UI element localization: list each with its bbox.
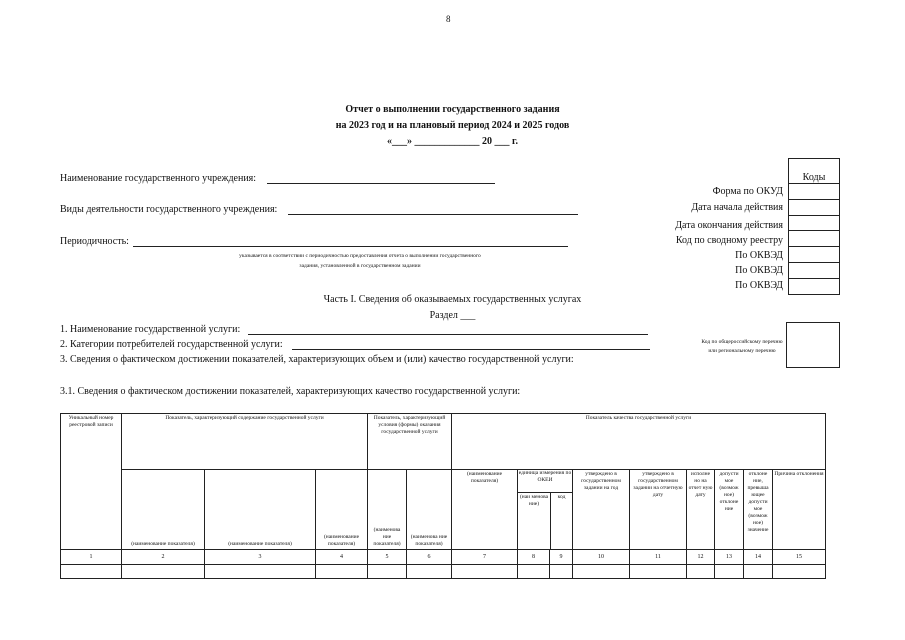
activity-types-label: Виды деятельности государственного учреждения: (60, 204, 278, 215)
th-quality-name: (наименование показателя) (452, 470, 518, 550)
activity-types-line (288, 214, 578, 215)
report-title-date: «___» _____________ 20 ___ г. (387, 136, 518, 147)
th-conditions: Показатель, характеризующий условия (формы) оказания государственной услуги (368, 414, 452, 470)
code-cell-okved-2 (789, 262, 840, 278)
col-num-13: 13 (715, 550, 744, 565)
table-row (61, 565, 826, 579)
th-conditions-ind-2: (наименова ние показателя) (407, 470, 452, 550)
col-num-15: 15 (773, 550, 826, 565)
codes-header: Коды (789, 159, 840, 184)
service-name-label: 1. Наименование государственной услуги: (60, 324, 241, 335)
col-num-1: 1 (61, 550, 122, 565)
periodicity-note-2: задания, установленной в государственном задании (299, 263, 421, 269)
col-num-10: 10 (573, 550, 630, 565)
th-quality: Показатель качества государственной услуги (452, 414, 826, 470)
th-approved-year: утверждено в государственном задании на год (573, 470, 630, 550)
codes-label-okved-1: По ОКВЭД (735, 250, 783, 261)
page-number: 8 (446, 14, 451, 24)
codes-label-end: Дата окончания действия (675, 220, 783, 231)
col-num-5: 5 (368, 550, 407, 565)
th-content-ind-3: (наименование показателя) (316, 470, 368, 550)
code-cell-okved-1 (789, 247, 840, 263)
codes-label-start: Дата начала действия (691, 202, 783, 213)
indicators-label: 3. Сведения о фактическом достижении показателей, характеризующих объем и (или) качество государственной услуги: (60, 354, 574, 365)
codes-label-okved-2: По ОКВЭД (735, 265, 783, 276)
column-numbers-row (61, 550, 826, 565)
code-cell-registry (789, 231, 840, 247)
institution-name-label: Наименование государственного учреждения: (60, 173, 257, 184)
th-executed: исполне но на отчет ную дату (687, 470, 715, 550)
th-exceeding-deviation: отклоне ние, превыша ющее допусти мое (возмож ное) значение (744, 470, 773, 550)
th-approved-date: утверждено в государственном задании на отчетную дату (630, 470, 687, 550)
th-unit-code: код (557, 494, 566, 500)
col-num-9: 9 (550, 550, 573, 565)
codes-label-registry: Код по сводному реестру (675, 235, 783, 246)
codes-label-okved-3: По ОКВЭД (735, 280, 783, 291)
col-num-12: 12 (687, 550, 715, 565)
th-reason: Причина отклонения (773, 470, 826, 550)
code-cell-start (789, 199, 840, 215)
code-cell-okud (789, 184, 840, 200)
th-quality-unit (518, 470, 573, 550)
report-title-line1: Отчет о выполнении государственного задания (345, 104, 560, 115)
col-num-2: 2 (122, 550, 205, 565)
service-name-line (248, 334, 648, 335)
col-num-14: 14 (744, 550, 773, 565)
consumers-line (292, 349, 650, 350)
quality-section-label: 3.1. Сведения о фактическом достижении показателей, характеризующих качество государственной услуги: (60, 386, 521, 397)
col-num-7: 7 (452, 550, 518, 565)
th-content-ind-1: (наименование показателя) (122, 470, 205, 550)
col-num-4: 4 (316, 550, 368, 565)
code-cell-end (789, 215, 840, 231)
periodicity-label: Периодичность: (60, 236, 129, 247)
codes-label-okud: Форма по ОКУД (712, 186, 783, 197)
codes-table (788, 158, 840, 295)
quality-table (60, 413, 826, 579)
th-unique-number: Уникальный номер реестровой записи (61, 414, 122, 550)
registry-code-label: Код по общероссийскому перечню или региональному перечню (701, 339, 783, 354)
code-cell-okved-3 (789, 278, 840, 294)
institution-name-line (267, 183, 495, 184)
periodicity-note-1: указывается в соответствии с периодичностью предоставления отчета о выполнении государственного (239, 253, 481, 259)
section-label: Раздел ___ (429, 310, 476, 321)
th-content: Показатель, характеризующий содержание государственной услуги (122, 414, 368, 470)
th-content-ind-2: (наименование показателя) (205, 470, 316, 550)
col-num-6: 6 (407, 550, 452, 565)
registry-code-box (786, 322, 840, 368)
report-title-line2: на 2023 год и на плановый период 2024 и 2025 годов (335, 120, 570, 131)
part-title: Часть I. Сведения об оказываемых государственных услугах (323, 294, 582, 305)
th-allowed-deviation: допусти мое (возмож ное) отклоне ние (715, 470, 744, 550)
consumers-label: 2. Категории потребителей государственной услуги: (60, 339, 283, 350)
th-unit-okei: единица измерения по ОКЕИ (518, 470, 572, 483)
col-num-3: 3 (205, 550, 316, 565)
periodicity-line (133, 246, 568, 247)
th-unit-name: (наи менова ние) (518, 493, 551, 549)
col-num-11: 11 (630, 550, 687, 565)
col-num-8: 8 (518, 550, 550, 565)
th-conditions-ind-1: (наименова ние показателя) (368, 470, 407, 550)
